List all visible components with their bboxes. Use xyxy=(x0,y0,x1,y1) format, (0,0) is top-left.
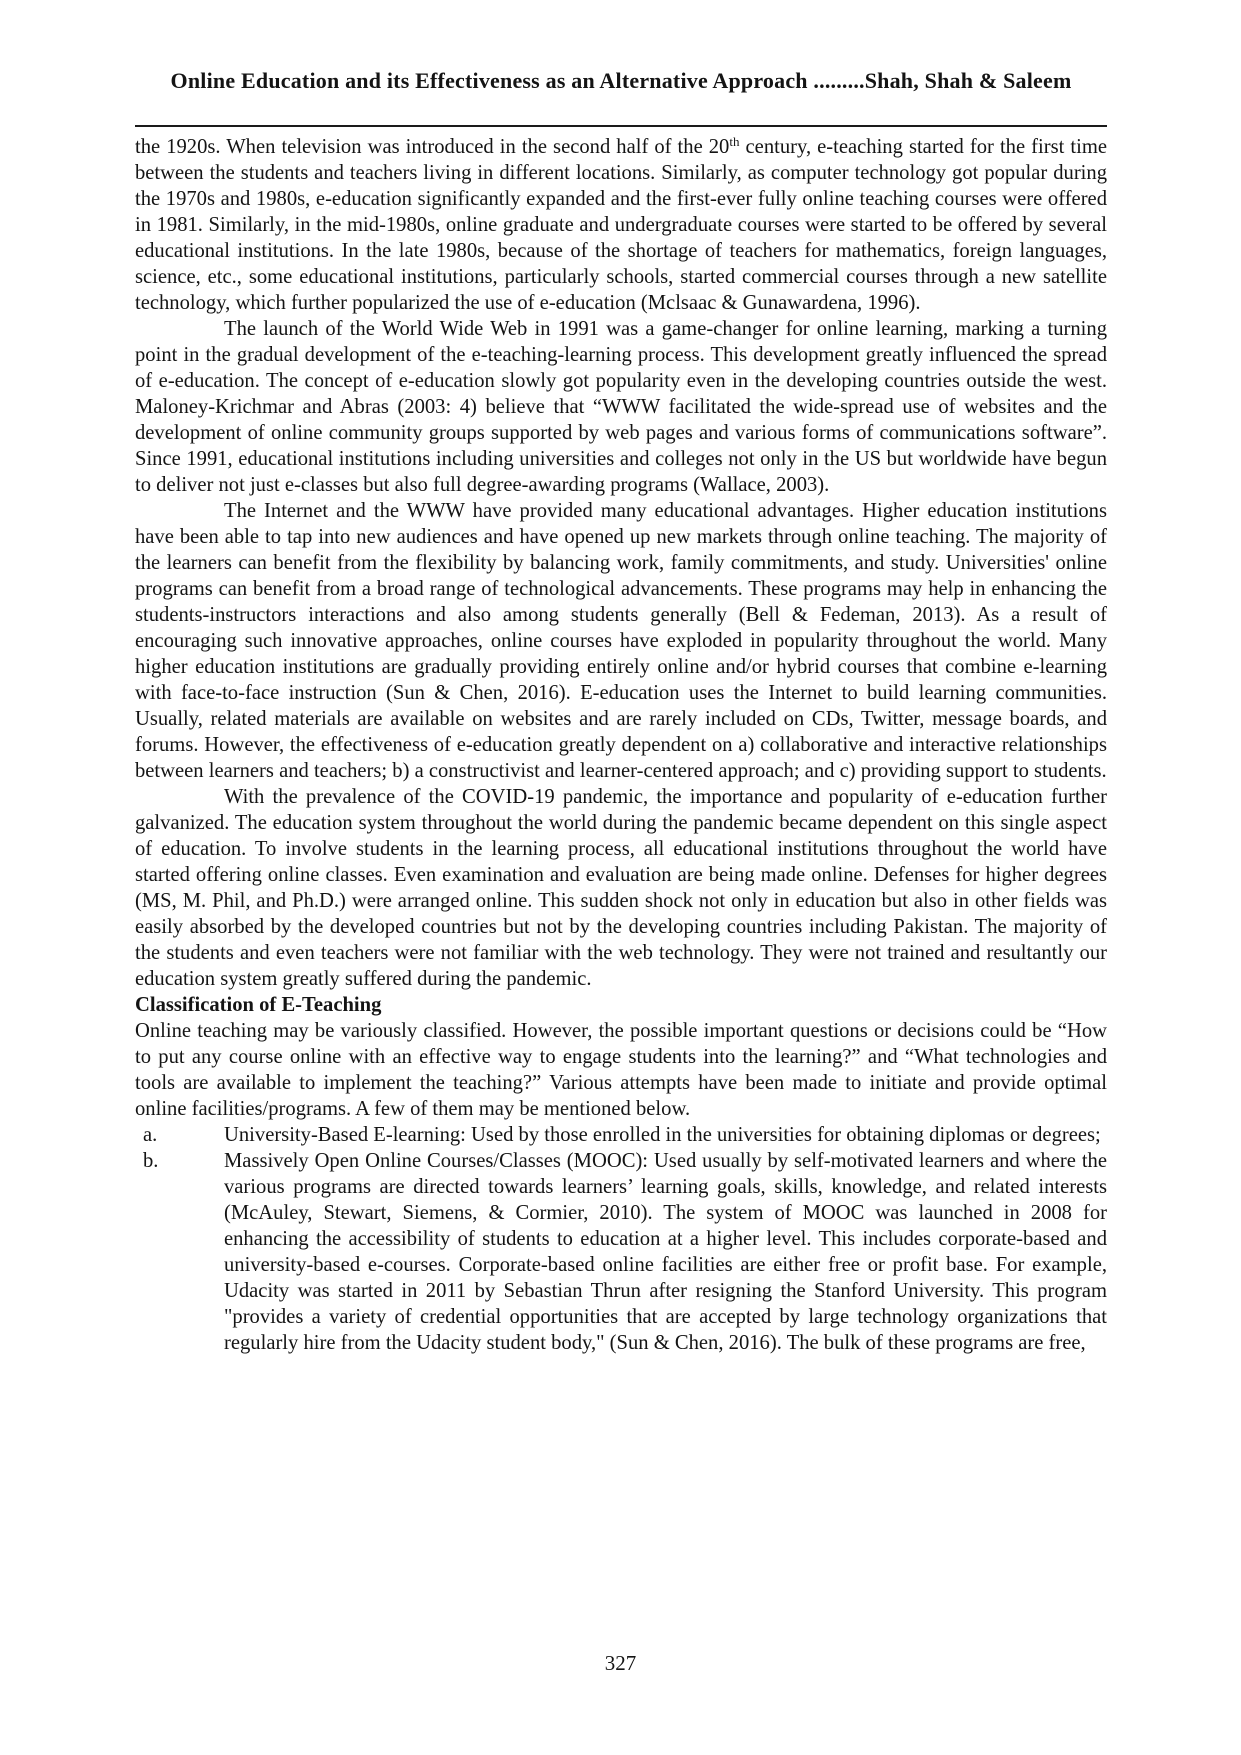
paragraph-world-wide-web-launch: The launch of the World Wide Web in 1991 was a game-changer for online learning, marking a turning point in the gradual development of the e-teaching-learning process. This development greatly influenced the spread of e-education. The concept of e-education slowly got popularity even in the developing countries outside the west. Maloney-Krichmar and Abras (2003: 4) believe that “WWW facilitated the wide-spread use of websites and the development of online community groups supported by web pages and various forms of communications software”. Since 1991, educational institutions including universities and colleges not only in the US but worldwide have begun to deliver not just e-classes but also full degree-awarding programs (Wallace, 2003). xyxy=(135,318,1107,496)
page-content xyxy=(135,66,1107,1356)
paragraph-internet-advantages: The Internet and the WWW have provided many educational advantages. Higher education institutions have been able to tap into new audiences and have opened up new markets through online teaching. The majority of the learners can benefit from the flexibility by balancing work, family commitments, and study. Universities' online programs can benefit from a broad range of technological advancements. These programs may help in enhancing the students-instructors interactions and also among students generally (Bell & Fedeman, 2013). As a result of encouraging such innovative approaches, online courses have exploded in popularity throughout the world. Many higher education institutions are gradually providing entirely online and/or hybrid courses that combine e-learning with face-to-face instruction (Sun & Chen, 2016). E-education uses the Internet to build learning communities. Usually, related materials are available on websites and are rarely included on CDs, Twitter, message boards, and forums. However, the effectiveness of e-education greatly dependent on a) collaborative and interactive relationships between learners and teachers; b) a constructivist and learner-centered approach; and c) providing support to students. xyxy=(135,500,1107,782)
paragraph-1-text-end: century, e-teaching started for the first time between the students and teachers living in different locations. Similarly, as computer technology got popular during the 1970s and 1980s, e-education significantly expanded and the first-ever fully online teaching courses were offered in 1981. Similarly, in the mid-1980s, online graduate and undergraduate courses were started to be offered by several educational institutions. In the late 1980s, because of the shortage of teachers for mathematics, foreign languages, science, etc., some educational institutions, particularly schools, started commercial courses through a new satellite technology, which further popularized the use of e-education (Mclsaac & Gunawardena, 1996). xyxy=(135,136,1107,314)
list-item-b xyxy=(135,1148,1107,1356)
paragraph-history-of-eteaching xyxy=(135,134,1107,316)
paragraph-covid19-pandemic: With the prevalence of the COVID-19 pandemic, the importance and popularity of e-education further galvanized. The education system throughout the world during the pandemic became dependent on this single aspect of education. To involve students in the learning process, all educational institutions throughout the world have started offering online classes. Even examination and evaluation are being made online. Defenses for higher degrees (MS, M. Phil, and Ph.D.) were arranged online. This sudden shock not only in education but also in other fields was easily absorbed by the developed countries but not by the developing countries including Pakistan. The majority of the students and even teachers were not familiar with the web technology. They were not trained and resultantly our education system greatly suffered during the pandemic. xyxy=(135,786,1107,990)
superscript-th: th xyxy=(729,134,740,149)
paragraph-1-text-start: the 1920s. When television was introduced in the second half of the 20 xyxy=(135,136,730,158)
list-item-a-text: University-Based E-learning: Used by those enrolled in the universities for obtaining diplomas or degrees; xyxy=(224,1124,1101,1146)
section-heading-classification-of-eteaching: Classification of E-Teaching xyxy=(135,994,382,1016)
list-item-b-label: b. xyxy=(143,1150,159,1172)
paragraph-classification-intro: Online teaching may be variously classified. However, the possible important questions or decisions could be “How to put any course online with an effective way to engage students into the learning?” and “What technologies and tools are available to implement the teaching?” Various attempts have been made to initiate and provide optimal online facilities/programs. A few of them may be mentioned below. xyxy=(135,1020,1107,1120)
list-item-b-text: Massively Open Online Courses/Classes (MOOC): Used usually by self-motivated learners and where the various programs are directed towards learners’ learning goals, skills, knowledge, and related interests (McAuley, Stewart, Siemens, & Cormier, 2010). The system of MOOC was launched in 2008 for enhancing the accessibility of students to education at a higher level. This includes corporate-based and university-based e-courses. Corporate-based online facilities are either free or profit base. For example, Udacity was started in 2011 by Sebastian Thrun after resigning the Stanford University. This program "provides a variety of credential opportunities that are accepted by large technology organizations that regularly hire from the Udacity student body," (Sun & Chen, 2016). The bulk of these programs are free, xyxy=(224,1150,1107,1354)
list-item-a xyxy=(135,1122,1107,1148)
article-body xyxy=(135,134,1107,1356)
header-divider-rule xyxy=(135,125,1107,127)
page-number: 327 xyxy=(604,1651,637,1675)
running-header-title: Online Education and its Effectiveness as an Alternative Approach .........Shah, Shah & Saleem xyxy=(170,68,1072,93)
list-item-a-label: a. xyxy=(143,1124,158,1146)
